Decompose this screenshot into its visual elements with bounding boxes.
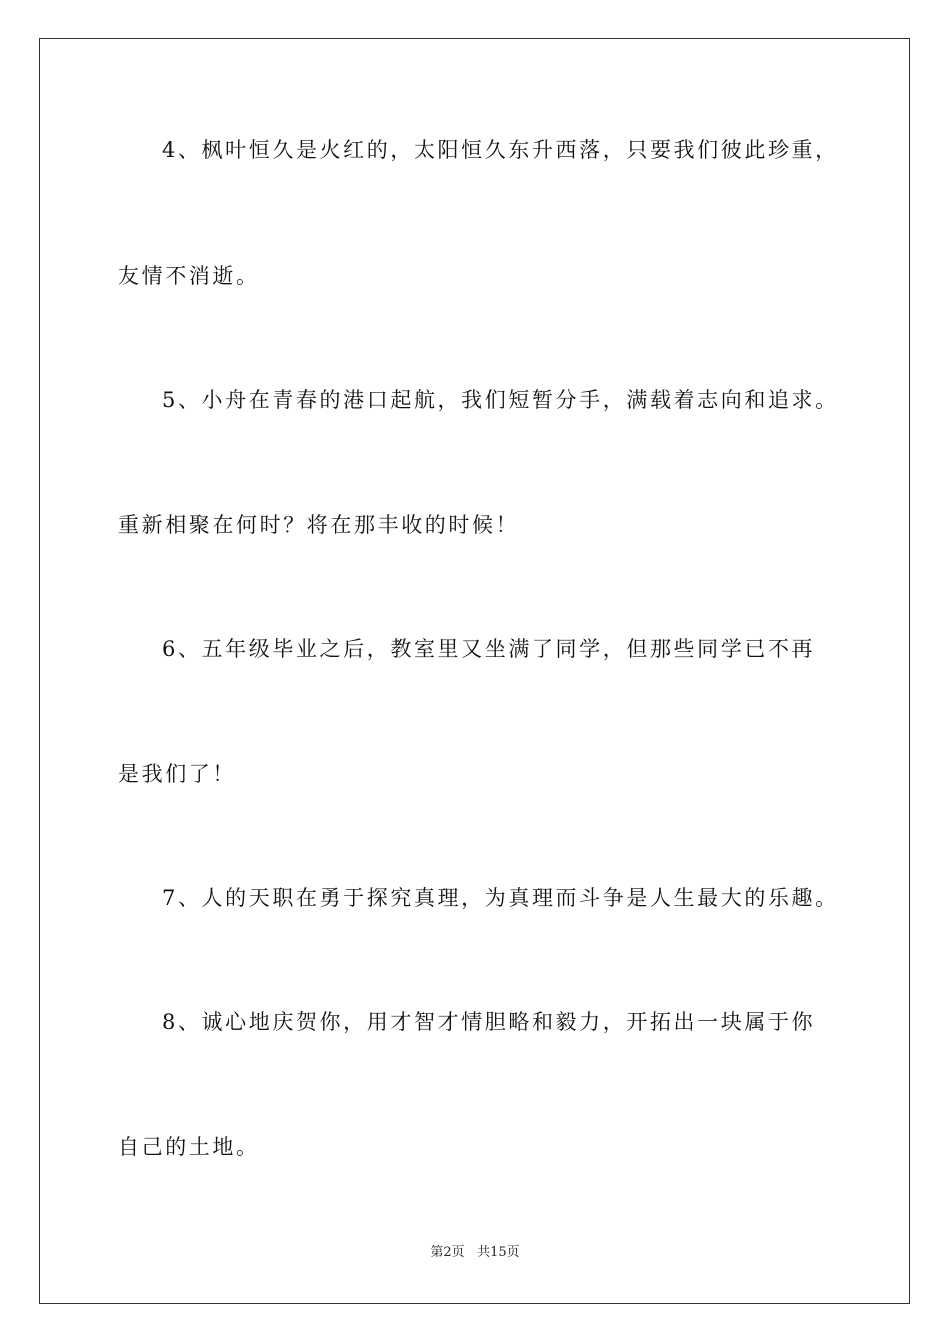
page-total: 共15页 — [477, 1245, 520, 1260]
page-footer — [0, 1244, 950, 1262]
text-line-9: 自己的土地。 — [118, 1135, 260, 1159]
page-number: 第2页 — [430, 1245, 465, 1260]
text-line-7: 7、人的天职在勇于探究真理，为真理而斗争是人生最大的乐趣。 — [162, 886, 839, 910]
text-line-4: 重新相聚在何时？将在那丰收的时候！ — [118, 513, 520, 537]
text-line-5: 6、五年级毕业之后，教室里又坐满了同学，但那些同学已不再 — [162, 637, 816, 661]
text-line-3: 5、小舟在青春的港口起航，我们短暂分手，满载着志向和追求。 — [162, 388, 839, 412]
text-line-8: 8、诚心地庆贺你，用才智才情胆略和毅力，开拓出一块属于你 — [162, 1010, 816, 1034]
text-line-1: 4、枫叶恒久是火红的，太阳恒久东升西落，只要我们彼此珍重， — [162, 138, 839, 162]
text-line-2: 友情不消逝。 — [118, 264, 260, 288]
text-line-6: 是我们了！ — [118, 762, 236, 786]
page-frame — [39, 38, 910, 1304]
